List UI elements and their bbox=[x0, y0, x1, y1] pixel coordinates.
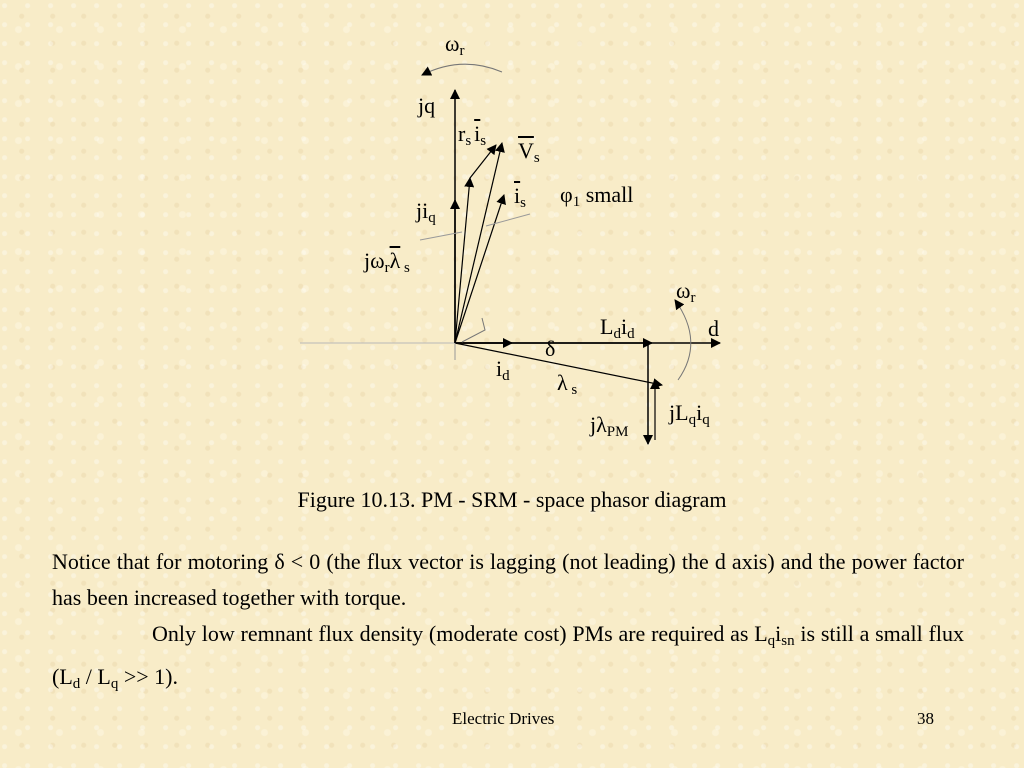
paragraph-2: Only low remnant flux density (moderate cost) PMs are required as $L_qi_{sn}$ is still a small flux $(L_d / L_q >> 1)$. bbox=[52, 621, 964, 692]
rs-is-label: $r_s$ $\overline{i}_s$ bbox=[458, 121, 487, 149]
jlqiq-label: $jL_qi_q$ bbox=[669, 400, 710, 428]
jwr-lambda-s-vector bbox=[455, 178, 470, 343]
omega-r-right-label: $\omega_r$ bbox=[676, 278, 696, 306]
jq-label: jq bbox=[418, 93, 436, 118]
delta-label: δ bbox=[545, 336, 556, 361]
ldid-label: $L_di_d$ bbox=[600, 314, 635, 342]
jwr-lambda-s-label: $j\omega_r\overline{\lambda}$ $_s$ bbox=[364, 248, 410, 276]
omega-r-top-label: $\omega_r$ bbox=[445, 31, 465, 59]
footer-course: Electric Drives bbox=[452, 709, 555, 728]
vs-vector bbox=[455, 143, 502, 343]
is-vector bbox=[455, 195, 504, 343]
jiq-label: $ji_q$ bbox=[416, 198, 436, 226]
paragraph-1: Notice that for motoring δ < 0 (the flux vector is lagging (not leading) the d axis) and the power factor has been increased together with torque. bbox=[52, 549, 964, 610]
vs-label: $\overline{V}_s$ bbox=[518, 138, 540, 166]
omega-r-top-arc bbox=[422, 64, 502, 75]
footer-page-number: 38 bbox=[917, 709, 934, 728]
rs-is-vector bbox=[470, 145, 496, 178]
figure-caption: Figure 10.13. PM - SRM - space phasor diagram bbox=[297, 487, 727, 512]
right-angle-marker bbox=[462, 318, 485, 342]
phi-helper-line bbox=[486, 214, 530, 226]
omega-r-right-arc bbox=[675, 300, 691, 380]
is-label: $\overline{i}_s$ bbox=[514, 183, 526, 211]
phi-small-label: $\varphi_1$ small bbox=[560, 182, 634, 210]
jlambda-pm-label: $j\lambda_{PM}$ bbox=[590, 412, 629, 440]
id-label: $i_d$ bbox=[496, 356, 510, 384]
lambda-s-label: λ $_s$ bbox=[557, 370, 578, 398]
body-paragraph bbox=[52, 544, 964, 702]
d-axis-label: d bbox=[708, 316, 719, 341]
